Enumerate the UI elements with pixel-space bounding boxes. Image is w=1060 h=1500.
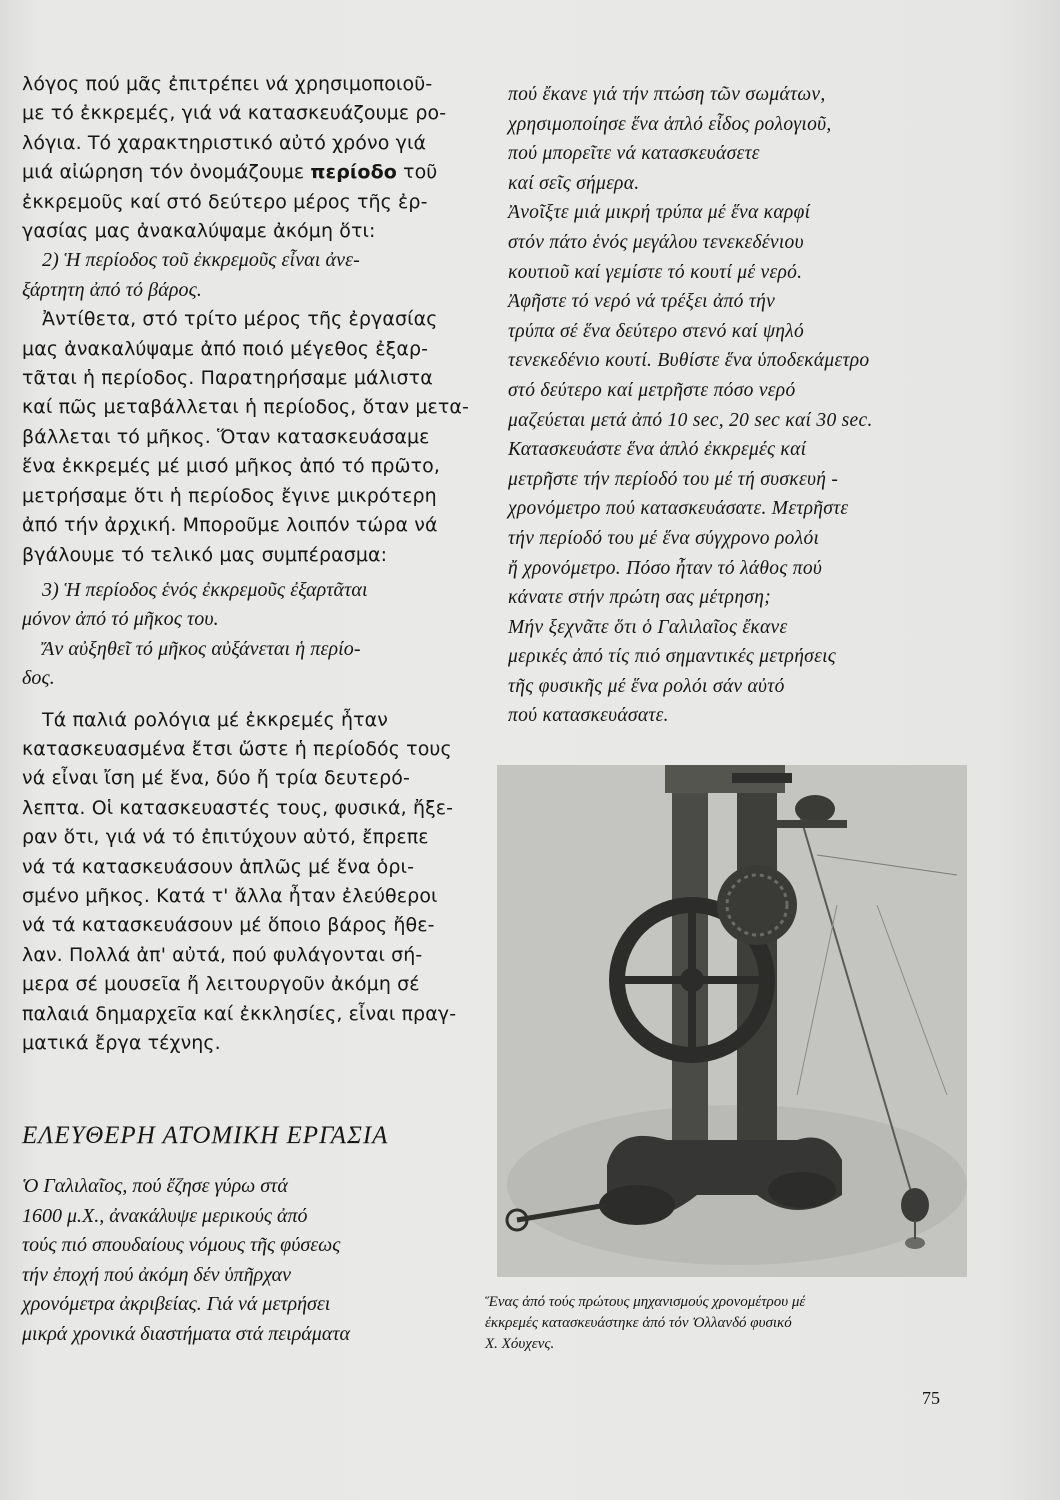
section-heading: ΕΛΕΥΘΕΡΗ ΑΤΟΜΙΚΗ ΕΡΓΑΣΙΑ (22, 1122, 389, 1149)
paragraph-period: λόγος πού μᾶς ἐπιτρέπει νά χρησιμοποιοῦ- με τό ἐκκρεμές, γιά νά κατασκευάζουμε ρο- λόγια. Τό χαρακτηριστικό αὐτό χρόνο γιά μιά αἰώρηση τόν ὀνομάζουμε περίοδο τοῦ ἐκκρεμοῦς καί στό δεύτερο μέρος τῆς ἐρ- γασίας μας ἀνακαλύψαμε ἀκόμη ὅτι: (22, 73, 447, 243)
pendulum-clock-illustration (497, 765, 967, 1277)
left-column (22, 70, 484, 1058)
right-column (508, 80, 958, 731)
law-3: 3) Ἡ περίοδος ἑνός ἐκκρεμοῦς ἐξαρτᾶται μόνον ἀπό τό μῆκος του. (22, 578, 368, 631)
paragraph-old-clocks: Τά παλιά ρολόγια μέ ἐκκρεμές ἦταν κατασκευασμένα ἔτσι ὥστε ἡ περίοδός τους νά εἶναι ἴση μέ ἕνα, δύο ἤ τρία δευτερό- λεπτα. Οἱ κατασκευαστές τους, φυσικά, ἤξε- ραν ὅτι, γιά νά τό ἐπιτύχουν αὐτό, ἔπρεπε νά τά κατασκευάσουν ἁπλῶς μέ ἕνα ὁρι- σμένο μῆκος. Κατά τ' ἄλλα ἦταν ἐλεύθεροι νά τά κατασκευάσουν μέ ὅποιο βάρος ἤθε- λαν. Πολλά ἀπ' αὐτά, πού φυλάγονται σή- μερα σέ μουσεῖα ἤ λειτουργοῦν ἀκόμη σέ παλαιά δημαρχεῖα καί ἐκκλησίες, εἶναι πραγ- ματικά ἔργα τέχνης. (22, 708, 457, 1054)
pendulum-clock-photo (497, 765, 967, 1277)
page-number: 75 (922, 1388, 940, 1408)
law-2: 2) Ἡ περίοδος τοῦ ἐκκρεμοῦς εἶναι ἀνε- ξάρτητη ἀπό τό βάρος. (22, 249, 360, 301)
photo-caption: Ἕνας ἀπό τούς πρώτους μηχανισμούς χρονομέτρου μέ ἐκκρεμές κατασκευάστηκε ἀπό τόν Ὀλλανδό φυσικό Χ. Χόυχενς. (485, 1294, 806, 1352)
paragraph-length: Ἀντίθετα, στό τρίτο μέρος τῆς ἐργασίας μας ἀνακαλύψαμε ἀπό ποιό μέγεθος ἐξαρ- τᾶται ἡ περίοδος. Παρατηρήσαμε μάλιστα καί πῶς μεταβάλλεται ἡ περίοδος, ὅταν μετα- βάλλεται τό μῆκος. Ὅταν κατασκευάσαμε ἕνα ἐκκρεμές μέ μισό μῆκος ἀπό τό πρῶτο, μετρήσαμε ὅτι ἡ περίοδος ἔγινε μικρότερη ἀπό τήν ἀρχική. Μποροῦμε λοιπόν τώρα νά βγάλουμε τό τελικό μας συμπέρασμα: (22, 308, 469, 566)
law-3-consequence: Ἄν αὐξηθεῖ τό μῆκος αὐξάνεται ἡ περίο- δος. (22, 637, 361, 690)
term-period: περίοδο (310, 161, 397, 184)
right-column-text: πού ἔκανε γιά τήν πτώση τῶν σωμάτων, χρησιμοποίησε ἕνα ἁπλό εἶδος ρολογιοῦ, πού μπορεῖτε νά κατασκευάσετε καί σεῖς σήμερα. Ἀνοῖξτε μιά μικρή τρύπα μέ ἕνα καρφί στόν πάτο ἑνός μεγάλου τενεκεδένιου κουτιοῦ καί γεμίστε τό κουτί μέ νερό. Ἀφῆστε τό νερό νά τρέξει ἀπό τήν τρύπα σέ ἕνα δεύτερο στενό καί ψηλό τενεκεδένιο κουτί. Βυθίστε ἕνα ὑποδεκάμετρο στό δεύτερο καί μετρῆστε πόσο νερό μαζεύεται μετά ἀπό 10 sec, 20 sec καί 30 sec. Κατασκευάστε ἕνα ἁπλό ἐκκρεμές καί μετρῆστε τήν περίοδό του μέ τή συσκευή - χρονόμετρο πού κατασκευάσατε. Μετρῆστε τήν περίοδό του μέ ἕνα σύγχρονο ρολόι ἤ χρονόμετρο. Πόσο ἦταν τό λάθος πού κάνατε στήν πρώτη σας μέτρηση; Μήν ξεχνᾶτε ὅτι ὁ Γαλιλαῖος ἔκανε μερικές ἀπό τίς πιό σημαντικές μετρήσεις τῆς φυσικῆς μέ ἕνα ρολόι σάν αὐτό πού κατασκευάσατε. (508, 84, 873, 727)
free-work-text: Ὁ Γαλιλαῖος, πού ἔζησε γύρω στά 1600 μ.Χ., ἀνακάλυψε μερικούς ἀπό τούς πιό σπουδαίους νόμους τῆς φύσεως τήν ἐποχή πού ἀκόμη δέν ὑπῆρχαν χρονόμετρα ἀκριβείας. Γιά νά μετρήσει μικρά χρονικά διαστήματα στά πειράματα (22, 1175, 350, 1345)
